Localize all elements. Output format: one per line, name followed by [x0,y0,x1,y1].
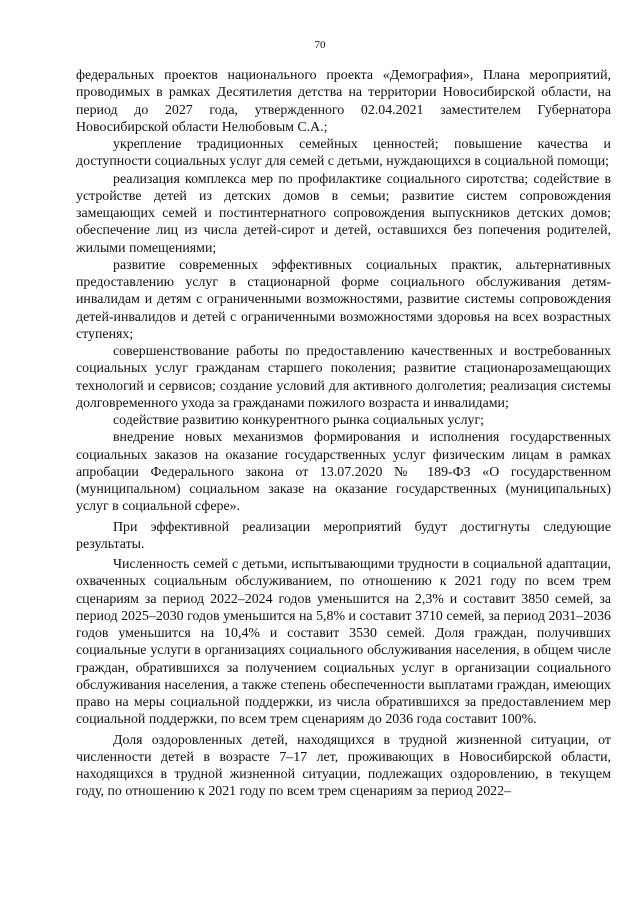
body-text [76,67,611,801]
paragraph-1: федеральных проектов национального проекта «Демография», Плана мероприятий, проводимых в рамках Десятилетия детства на территории Новосибирской области, на период до 2027 года, утвержденного 02.04.2021 заместителем Губернатора Новосибирской области Нелюбовым С.А.; [76,68,611,135]
paragraph-5: совершенствование работы по предоставлению качественных и востребованных социальных услуг гражданам старшего поколения; развитие стационарозамещающих технологий и сервисов; создание условий для активного долголетия; реализация системы долговременного ухода за гражданами пожилого возраста и инвалидами; [76,344,611,411]
paragraph-4: развитие современных эффективных социальных практик, альтернативных предоставлению услуг в стационарной форме социального обслуживания детям-инвалидам и детям с ограниченными возможностями, развитие системы сопровождения детей-инвалидов и детей с ограниченными возможностями здоровья на всех возрастных ступенях; [76,257,611,342]
paragraph-3: реализация комплекса мер по профилактике социального сиротства; содействие в устройстве детей из детских домов в семьи; развитие систем сопровождения замещающих семей и постинтернатного сопровождения выпускников детских домов; обеспечение лиц из числа детей-сирот и детей, оставшихся без попечения родителей, жилыми помещениями; [76,171,611,256]
paragraph-10: Доля оздоровленных детей, находящихся в трудной жизненной ситуации, от численности детей в возрасте 7–17 лет, проживающих в Новосибирской области, находящихся в трудной жизненной ситуации, подлежащих оздоровлению, в текущем году, по отношению к 2021 году по всем трем сценариям за период 2022– [76,732,611,800]
paragraph-2: укрепление традиционных семейных ценностей; повышение качества и доступности социальных услуг для семей с детьми, нуждающихся в социальной помощи; [76,137,611,170]
paragraph-9: Численность семей с детьми, испытывающими трудности в социальной адаптации, охваченных социальным обслуживанием, по отношению к 2021 году по всем трем сценариям за период 2022–2024 годов уменьшится на 2,3% и составит 3850 семей, за период 2025–2030 годов уменьшится на 5,8% и составит 3710 семей, за период 2031–2036 годов уменьшится на 10,4% и составит 3530 семей. Доля граждан, получивших социальные услуги в организациях социального обслуживания населения, в общем числе граждан, обратившихся за получением социальных услуг в организации социального обслуживания населения, а также степень обеспеченности выплатами граждан, имеющих право на меры социальной поддержки, из числа обратившихся за предоставлением мер социальной поддержки, по всем трем сценариям до 2036 года составит 100%. [76,557,611,728]
paragraph-6: содействие развитию конкурентного рынка социальных услуг; [113,413,485,428]
paragraph-8: При эффективной реализации мероприятий будут достигнуты следующие результаты. [76,519,611,552]
paragraph-7: внедрение новых механизмов формирования и исполнения государственных социальных заказов на оказание государственных услуг физическим лицам в рамках апробации Федерального закона от 13.07.2020 № 189-ФЗ «О государственном (муниципальном) социальном заказе на оказание государственных (муниципальных) услуг в социальной сфере». [76,430,611,515]
page-number: 70 [314,39,326,51]
